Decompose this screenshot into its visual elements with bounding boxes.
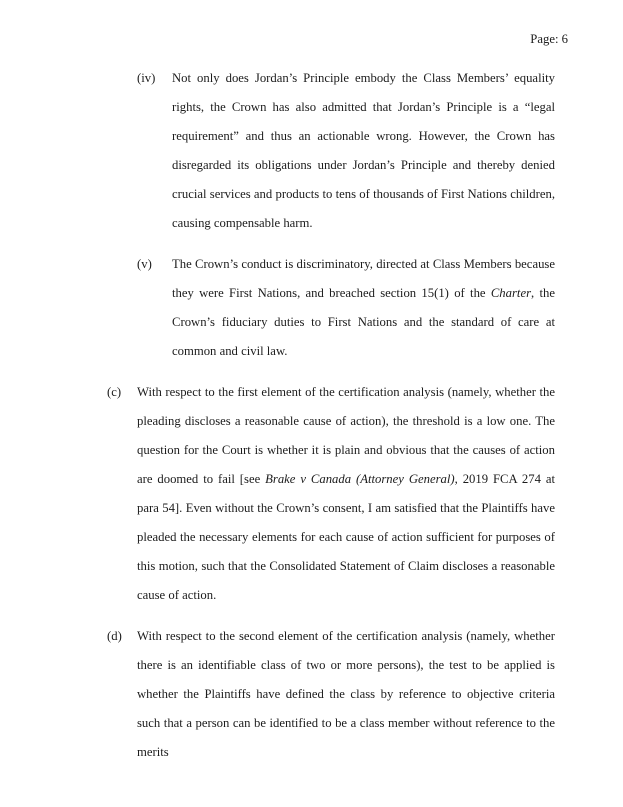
paragraph-text: The Crown’s conduct is discriminatory, directed at Class Members because they were First Nations, and breached section 15(1) of the Charter, the Crown’s fiduciary duties to First Nations and the standard of care at common and civil law. — [172, 257, 555, 358]
paragraph-text: With respect to the second element of the certification analysis (namely, whether there is an identifiable class of two or more persons), the test to be applied is whether the Plaintiffs have defined the class by reference to objective criteria such that a person can be identified to be a class member without reference to the merits — [137, 629, 555, 759]
paragraph-v — [0, 250, 555, 366]
paragraph-iv — [0, 64, 555, 238]
paragraph-label: (d) — [107, 629, 122, 643]
paragraph-c — [0, 378, 555, 610]
paragraph-text: Not only does Jordan’s Principle embody the Class Members’ equality rights, the Crown has also admitted that Jordan’s Principle is a “legal requirement” and thus an actionable wrong. However, the Crown has disregarded its obligations under Jordan’s Principle and thereby denied crucial services and products to tens of thousands of First Nations children, causing compensable harm. — [172, 71, 555, 230]
paragraph-label: (iv) — [137, 71, 156, 85]
paragraph-label: (v) — [137, 257, 152, 271]
paragraph-d — [0, 622, 555, 767]
page-number-label: Page: 6 — [530, 32, 568, 46]
paragraph-label: (c) — [107, 385, 122, 399]
paragraph-text: With respect to the first element of the certification analysis (namely, whether the pleading discloses a reasonable cause of action), the threshold is a low one. The question for the Court is whether it is plain and obvious that the causes of action are doomed to fail [see Brake v Canada (Attorney General), 2019 FCA 274 at para 54]. Even without the Crown’s consent, I am satisfied that the Plaintiffs have pleaded the necessary elements for each cause of action sufficient for purposes of this motion, such that the Consolidated Statement of Claim discloses a reasonable cause of action. — [137, 385, 555, 602]
paragraph-list — [0, 64, 555, 779]
